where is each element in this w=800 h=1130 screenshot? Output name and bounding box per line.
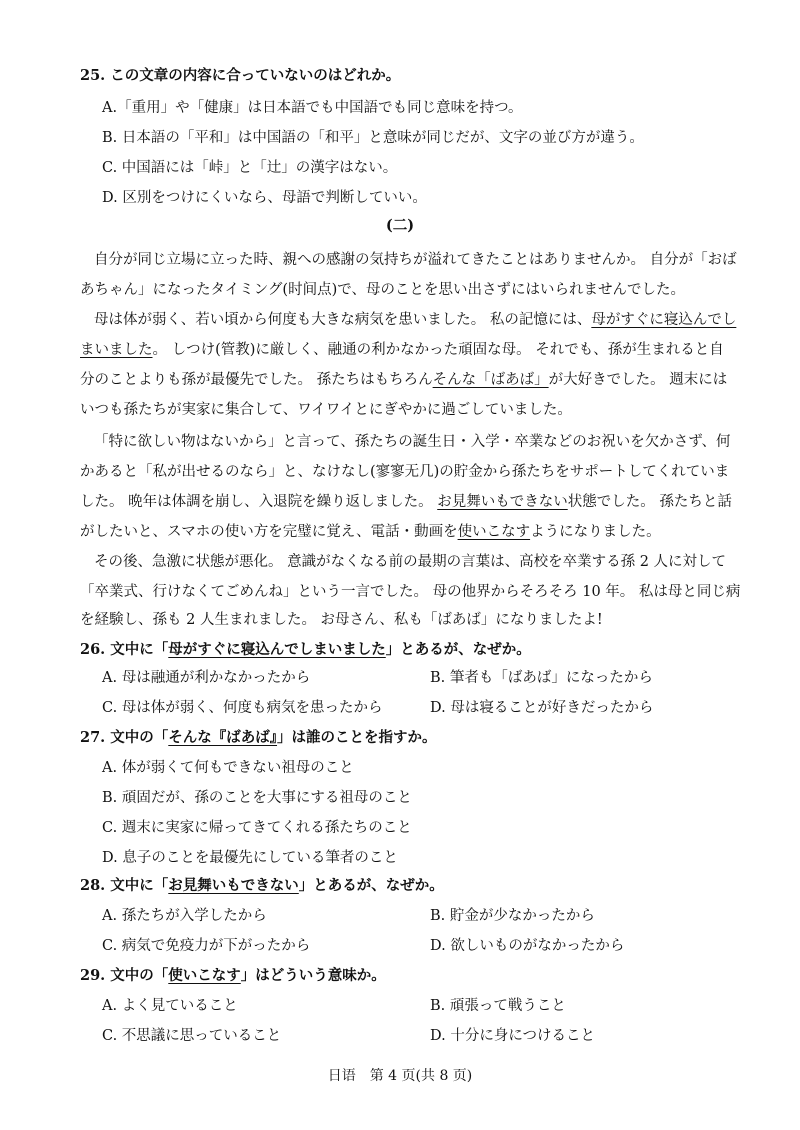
q26-option-d: D. 母は寝ることが好きだったから — [430, 700, 654, 716]
text-segment: 」とあるが、なぜか。 — [298, 877, 444, 894]
q25-option-b: B. 日本語の「平和」は中国語の「和平」と意味が同じだが、文字の並び方が違う。 — [102, 130, 644, 146]
text-segment: 母は体が弱く、若い頃から何度も大きな病気を患いました。 私の記憶には、 — [94, 312, 592, 328]
q27-stem — [80, 728, 437, 748]
q28-stem — [80, 876, 444, 896]
page-footer: 日语 第 4 页(共 8 页) — [327, 1068, 473, 1084]
text-segment: 状態でした。 孫たちと話 — [567, 494, 732, 510]
text-segment: 26. 文中に「 — [80, 641, 169, 658]
passage-p3-line2: かあると「私が出せるのなら」と、なけなし(寥寥无几)の貯金から孫たちをサポートしてくれていま — [80, 464, 730, 480]
underlined-phrase-1-cont: まいました — [80, 342, 153, 358]
text-segment: 」は誰のことを指すか。 — [277, 729, 437, 746]
text-segment: がしたいと、スマホの使い方を完璧に覚え、電話・動画を — [80, 524, 458, 540]
q27-option-c: C. 週末に実家に帰ってきてくれる孫たちのこと — [102, 820, 412, 836]
q25-option-c: C. 中国語には「峠」と「辻」の漢字はない。 — [102, 160, 398, 176]
q28-option-d: D. 欲しいものがなかったから — [430, 938, 625, 954]
q25-option-d: D. 区別をつけにくいなら、母語で判断していい。 — [102, 190, 427, 206]
passage-p3-line3 — [80, 492, 732, 512]
quoted-phrase: 母がすぐに寝込んでしまいました — [168, 641, 386, 658]
passage-p1-line1: 自分が同じ立場に立った時、親への感謝の気持ちが溢れてきたことはありませんか。 自分が「おば — [94, 252, 737, 268]
q26-option-c: C. 母は体が弱く、何度も病気を患ったから — [102, 700, 383, 716]
text-segment: が大好きでした。 週末には — [548, 372, 728, 388]
quoted-phrase: お見舞いもできない — [168, 877, 299, 894]
underlined-phrase-4: 使いこなす — [457, 524, 531, 540]
q27-option-b: B. 頑固だが、孫のことを大事にする祖母のこと — [102, 790, 412, 806]
underlined-phrase-2: そんな「ばあば」 — [432, 372, 549, 388]
q26-option-a: A. 母は融通が利かなかったから — [102, 670, 311, 686]
text-segment: 27. 文中の「 — [80, 729, 169, 746]
text-segment: 28. 文中に「 — [80, 877, 169, 894]
q29-option-a: A. よく見ていること — [102, 998, 238, 1014]
q26-stem — [80, 640, 531, 660]
q27-option-d: D. 息子のことを最優先にしている筆者のこと — [102, 850, 398, 866]
q29-stem — [80, 966, 386, 986]
text-segment: した。 晩年は体調を崩し、入退院を繰り返しました。 — [80, 494, 438, 510]
q29-option-c: C. 不思議に思っていること — [102, 1028, 282, 1044]
text-segment: 」とあるが、なぜか。 — [385, 641, 531, 658]
quoted-phrase: そんな『ばあば』 — [168, 729, 278, 746]
underlined-phrase-3: お見舞いもできない — [437, 494, 568, 510]
q29-option-b: B. 頑張って戦うこと — [430, 998, 566, 1014]
text-segment: 分のことよりも孫が最優先でした。 孫たちはもちろん — [80, 372, 433, 388]
passage-p1-line2: あちゃん」になったタイミング(时间点)で、母のことを思い出さずにはいられませんでした。 — [80, 282, 685, 298]
text-segment: ようになりました。 — [530, 524, 661, 540]
passage-p3-line4 — [80, 522, 661, 542]
q26-option-b: B. 筆者も「ばあば」になったから — [430, 670, 653, 686]
passage-p3-line1: 「特に欲しい物はないから」と言って、孫たちの誕生日・入学・卒業などのお祝いを欠かさず、何 — [94, 434, 731, 450]
passage-p4-line2: 「卒業式、行けなくてごめんね」という一言でした。 母の他界からそろそろ 10 年。 私は母と同じ病 — [80, 584, 741, 600]
passage-p2-line3 — [80, 370, 727, 390]
q25-option-a: A.「重用」や「健康」は日本語でも中国語でも同じ意味を持つ。 — [102, 100, 523, 116]
text-segment: 29. 文中の「 — [80, 967, 169, 984]
q29-option-d: D. 十分に身につけること — [430, 1028, 596, 1044]
section-title: (二) — [385, 217, 415, 234]
q27-option-a: A. 体が弱くて何もできない祖母のこと — [102, 760, 354, 776]
q25-stem: 25. この文章の内容に合っていないのはどれか。 — [80, 67, 401, 84]
q28-option-a: A. 孫たちが入学したから — [102, 908, 267, 924]
underlined-phrase-1: 母がすぐに寝込んでし — [591, 312, 737, 328]
passage-p4-line3: を経験し、孫も 2 人生まれました。 お母さん、私も「ばあば」になりましたよ! — [80, 612, 603, 628]
q28-option-b: B. 貯金が少なかったから — [430, 908, 595, 924]
passage-p2-line1 — [94, 310, 736, 330]
text-segment: 。 しつけ(管教)に厳しく、融通の利かなかった頑固な母。 それでも、孫が生まれると自 — [152, 342, 724, 358]
passage-p2-line2 — [80, 340, 724, 360]
passage-p2-line4: いつも孫たちが実家に集合して、ワイワイとにぎやかに過ごしていました。 — [80, 402, 572, 418]
quoted-phrase: 使いこなす — [168, 967, 241, 984]
text-segment: 」はどういう意味か。 — [240, 967, 386, 984]
q28-option-c: C. 病気で免疫力が下がったから — [102, 938, 311, 954]
passage-p4-line1: その後、急激に状態が悪化。 意識がなくなる前の最期の言葉は、高校を卒業する孫 2 人に対して — [94, 554, 727, 570]
